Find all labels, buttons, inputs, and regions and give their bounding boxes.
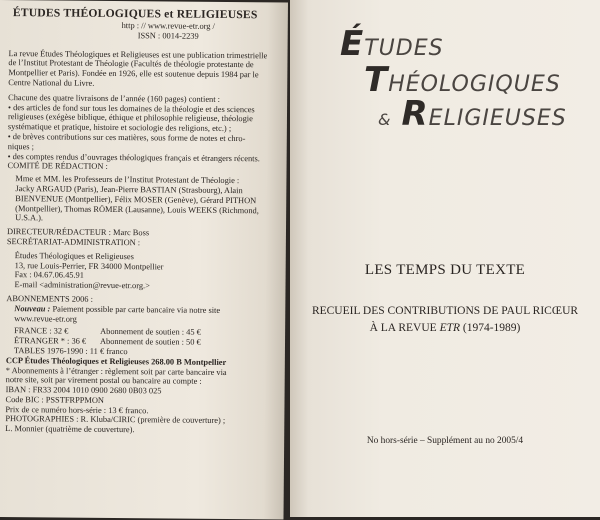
foreign-line: Code BIC : PSSTFRPPMON [5,394,105,405]
intro-paragraph [8,49,277,91]
logo-line-religieuses [378,94,567,134]
right-page [290,0,600,517]
contents-paragraph [8,93,278,164]
intro-line: de l’Institut Protestant de Théologie (Facultés de théologie protestante de [8,58,254,70]
foreign-line: * Abonnements à l’étranger : règlement soit par carte bancaire via [5,365,227,377]
committee-line: U.S.A.). [15,213,44,223]
intro-line: La revue Études Théologiques et Religieuses est une publication trimestrielle [8,48,268,60]
intro-line: Montpellier et Paris). Fondée en 1926, elle est soutenue depuis 1984 par le [8,68,259,80]
committee-line: (Montpellier), Thomas RÖMER (Lausanne), Louis WEEKS (Richmond, [15,203,259,215]
committee-heading: COMITÉ DE RÉDACTION : [7,161,108,172]
admin-line: Études Théologiques et Religieuses [14,250,134,261]
admin-email[interactable]: E-mail <administration@revue-etr.org.> [14,280,150,291]
price-right: Abonnement de soutien : 45 € [100,327,201,338]
contents-line: Chacune des quatre livraisons de l’année (160 pages) contient : [8,92,221,104]
subtitle-post: (1974-1989) [460,322,521,334]
new-text: Paiement possible par carte bancaire via notre site [50,304,221,315]
admin-line: 13, rue Louis-Perrier, FR 34000 Montpellier [14,260,164,271]
committee-list [7,174,276,225]
contents-line: niques ; [7,141,35,152]
journal-url[interactable]: http : // www.revue-etr.org / [121,21,215,31]
director-line: DIRECTEUR/RÉDACTEUR : Marc Boss [6,227,150,238]
photos-line: L. Monnier (quatrième de couverture). [5,424,135,435]
price-right: Abonnement de soutien : 50 € [99,336,201,347]
logo-initial: É [340,24,365,64]
admin-line: Fax : 04.67.06.45.91 [14,270,84,281]
issue-price: Prix de ce numéro hors-série : 13 € franco. [5,404,149,415]
logo-line-etudes [340,24,444,64]
book-subtitle-line2 [290,322,600,334]
journal-issn: ISSN : 0014-2239 [137,31,199,41]
book-subtitle-line1: RECUEIL DES CONTRIBUTIONS DE PAUL RICŒUR [311,305,579,317]
admin-block [6,251,275,293]
logo-rest: TUDES [364,36,444,61]
subtitle-pre: À LA REVUE [369,322,440,334]
logo-initial: T [364,60,389,100]
contents-line: religieuses (exégèse biblique, éthique et philosophie religieuse, théologie [7,112,253,124]
committee-line: Mme et MM. les Professeurs de l’Institut Protestant de Théologie : [15,174,240,186]
committee-line: BIENVENUE (Montpellier), Félix MOSER (Genève), Gérard PITHON [15,193,257,205]
subscriptions-heading: ABONNEMENTS 2006 : [6,293,93,304]
intro-line: Centre National du Livre. [8,78,95,88]
tables-line: TABLES 1976-1990 : 11 € franco [13,346,128,357]
price-left: ÉTRANGER * : 36 € [13,336,87,346]
photos-line: PHOTOGRAPHIES : R. Kluba/CIRIC (première de couverture) ; [5,414,226,426]
ccp-line: CCP Études Théologiques et Religieuses 268.00 B Montpellier [5,355,227,367]
foreign-line: IBAN : FR33 2004 1010 0900 2680 0B03 025 [5,385,162,396]
logo-initial: R [401,94,429,134]
subscriptions-block [6,304,275,358]
logo-ampersand: & [378,110,392,129]
issue-note: No hors-série – Supplément au no 2005/4 [366,436,524,446]
logo-rest: ELIGIEUSES [428,106,567,131]
foreign-line: notre site, soit par virement postal ou bancaire au compte : [5,375,202,387]
contents-line: • de brèves contributions sur ces matières, sous forme de notes et chro- [7,132,246,144]
left-page [0,0,288,519]
committee-line: Jacky ARGAUD (Paris), Jean-Pierre BASTIAN (Strasbourg), Alain [15,184,243,196]
book-title: LES TEMPS DU TEXTE [364,262,526,278]
contents-line: • des articles de fond sur tous les domaines de la théologie et des sciences [8,102,255,114]
foreign-block [5,366,274,408]
new-site[interactable]: www.revue-etr.org [14,313,77,324]
contents-line: systématique et pratique, histoire et sociologie des religions, etc.) ; [7,122,232,134]
admin-heading: SECRÉTARIAT-ADMINISTRATION : [6,237,141,248]
logo-rest: HÉOLOGIQUES [388,72,561,97]
journal-title: ÉTUDES THÉOLOGIQUES et RELIGIEUSES [12,6,258,22]
contents-line: • des comptes rendus d’ouvrages théologiques français et étrangers récents. [7,151,260,163]
price-left: FRANCE : 32 € [14,326,69,336]
subtitle-etr: ETR [439,322,461,334]
new-label: Nouveau : [14,303,51,314]
